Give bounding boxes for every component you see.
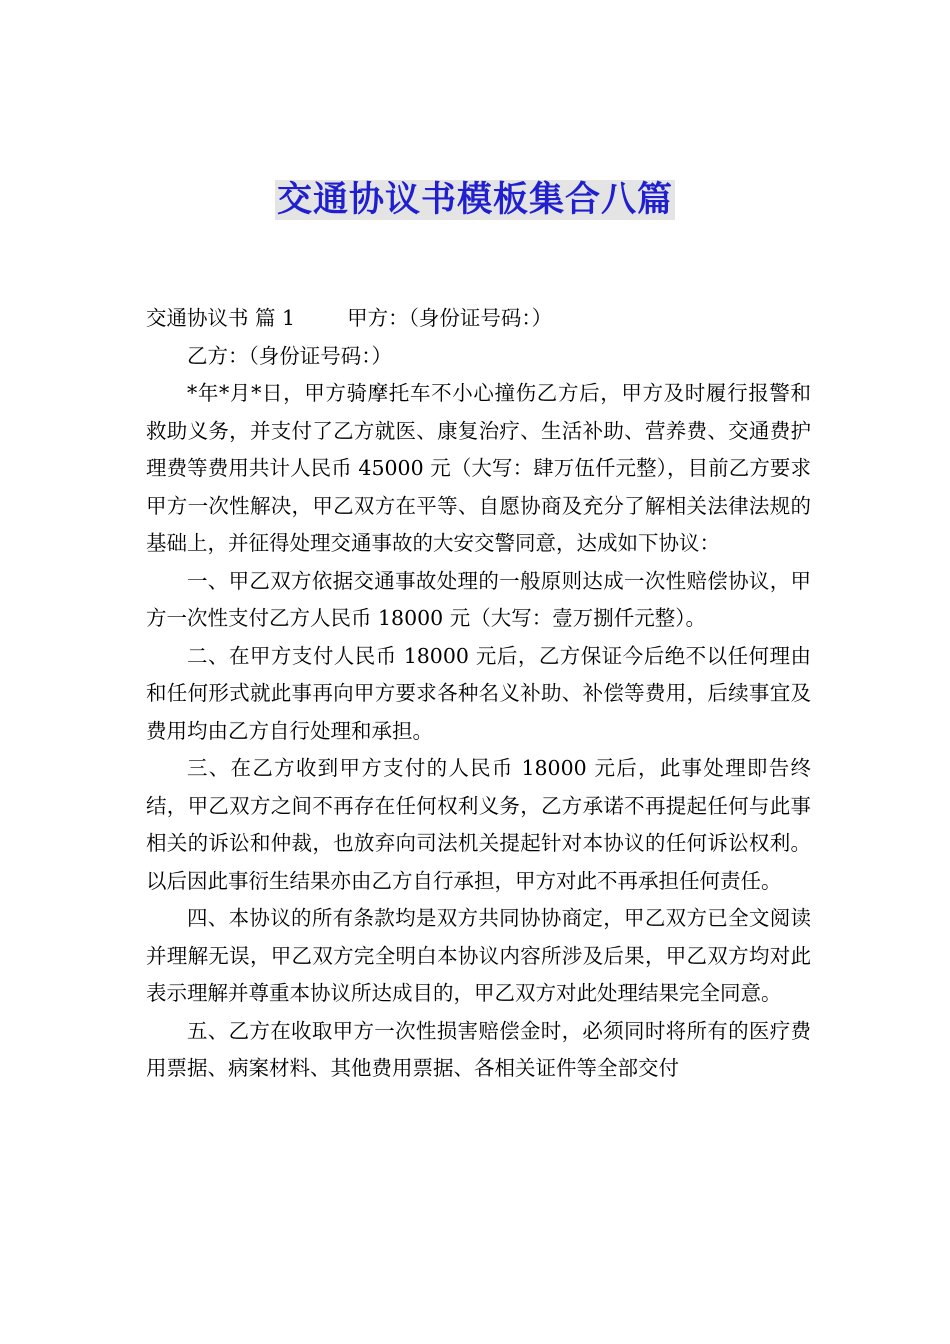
clause-2: 二、在甲方支付人民币 18000 元后，乙方保证今后绝不以任何理由和任何形式就此事再向甲方要求各种名义补助、补偿等费用，后续事宜及费用均由乙方自行处理和承担。 bbox=[146, 643, 811, 743]
intro-paragraph: *年*月*日，甲方骑摩托车不小心撞伤乙方后，甲方及时履行报警和救助义务，并支付了乙方就医、康复治疗、生活补助、营养费、交通费护理费等费用共计人民币 45000 元（大写：肆万伍仟元整），目前乙方要求甲方一次性解决，甲乙双方在平等、自愿协商及充分了解相关法律法规的基础上，并征得处理交通事故的大安交警同意，达成如下协议： bbox=[146, 381, 811, 555]
clause-3: 三、在乙方收到甲方支付的人民币 18000 元后，此事处理即告终结，甲乙双方之间不再存在任何权利义务，乙方承诺不再提起任何与此事相关的诉讼和仲裁，也放弃向司法机关提起针对本协议的任何诉讼权利。以后因此事衍生结果亦由乙方自行承担，甲方对此不再承担任何责任。 bbox=[146, 756, 811, 893]
clause-5: 五、乙方在收取甲方一次性损害赔偿金时，必须同时将所有的医疗费用票据、病案材料、其他费用票据、各相关证件等全部交付 bbox=[146, 1018, 811, 1080]
party-b-line: 乙方：（身份证号码：） bbox=[187, 343, 392, 368]
document-title bbox=[0, 172, 950, 228]
document-title-text: 交通协议书模板集合八篇 bbox=[276, 180, 673, 220]
party-a-line: 甲方：（身份证号码：） bbox=[347, 306, 553, 330]
document-body bbox=[146, 300, 811, 1088]
clause-4: 四、本协议的所有条款均是双方共同协协商定，甲乙双方已全文阅读并理解无误，甲乙双方完全明白本协议内容所涉及后果，甲乙双方均对此表示理解并尊重本协议所达成目的，甲乙双方对此处理结果完全同意。 bbox=[146, 906, 811, 1005]
clause-1: 一、甲乙双方依据交通事故处理的一般原则达成一次性赔偿协议，甲方一次性支付乙方人民币 18000 元（大写：壹万捌仟元整）。 bbox=[146, 568, 811, 630]
section-label: 交通协议书 篇 1 bbox=[146, 306, 296, 330]
header-line bbox=[146, 300, 811, 338]
